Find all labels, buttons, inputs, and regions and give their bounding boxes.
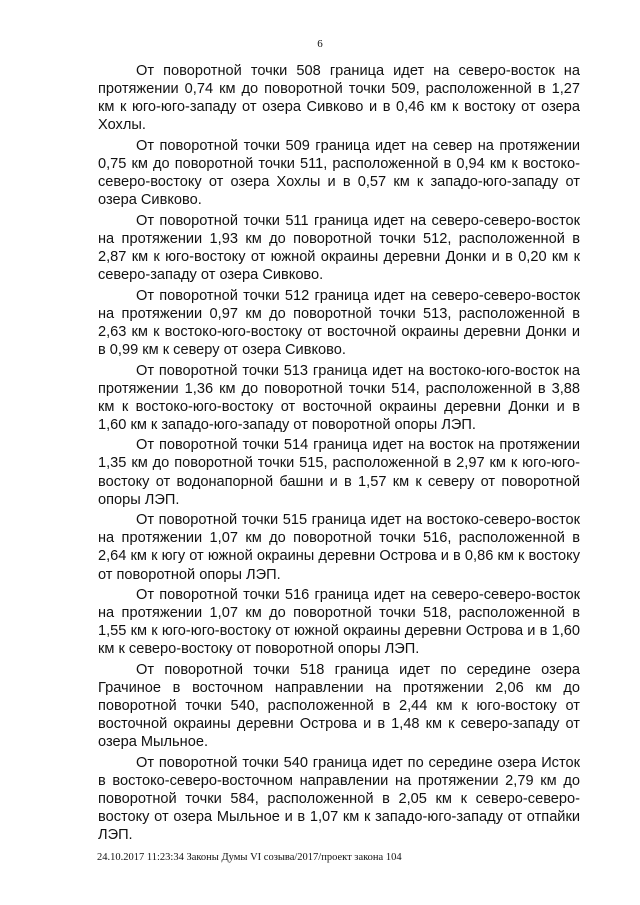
paragraph-point-518: От поворотной точки 518 граница идет по середине озера Грачиное в восточном направлении на протяжении 2,06 км до поворотной точки 540, расположенной в 2,44 км к юго-востоку от восточной окраины деревни Острова и в 1,48 км к северо-западу от озера Мыльное. bbox=[98, 662, 580, 751]
document-body bbox=[98, 62, 580, 847]
paragraph-point-515: От поворотной точки 515 граница идет на востоко-северо-восток на протяжении 1,07 км до поворотной точки 516, расположенной в 2,64 км к югу от южной окраины деревни Острова и в 0,86 км к востоку от поворотной опоры ЛЭП. bbox=[98, 512, 580, 583]
paragraph-point-509: От поворотной точки 509 граница идет на север на протяжении 0,75 км до поворотной точки 511, расположенной в 0,94 км к востоко-северо-востоку от озера Хохлы и в 0,57 км к западо-юго-западу от озера Сивково. bbox=[98, 137, 580, 209]
paragraph-point-511: От поворотной точки 511 граница идет на северо-северо-восток на протяжении 1,93 км до поворотной точки 512, расположенной в 2,87 км к юго-востоку от южной окраины деревни Донки и в 0,20 км к северо-западу от озера Сивково. bbox=[98, 212, 580, 284]
paragraph-point-512: От поворотной точки 512 граница идет на северо-северо-восток на протяжении 0,97 км до поворотной точки 513, расположенной в 2,63 км к востоко-юго-востоку от восточной окраины деревни Донки и в 0,99 км к северу от озера Сивково. bbox=[98, 287, 580, 358]
paragraph-point-513: От поворотной точки 513 граница идет на востоко-юго-восток на протяжении 1,36 км до поворотной точки 514, расположенной в 3,88 км к востоко-юго-востоку от восточной окраины деревни Донки и в 1,60 км к западо-юго-западу от поворотной опоры ЛЭП. bbox=[98, 362, 580, 433]
document-footer: 24.10.2017 11:23:34 Законы Думы VI созыва/2017/проект закона 104 bbox=[97, 852, 402, 863]
paragraph-point-514: От поворотной точки 514 граница идет на восток на протяжении 1,35 км до поворотной точки 515, расположенной в 2,97 км к юго-юго-востоку от водонапорной башни и в 1,57 км к северу от поворотной опоры ЛЭП. bbox=[98, 437, 580, 508]
paragraph-point-540: От поворотной точки 540 граница идет по середине озера Исток в востоко-северо-восточном направлении на протяжении 2,79 км до поворотной точки 584, расположенной в 2,05 км к северо-северо-востоку от озера Мыльное и в 1,07 км к западо-юго-западу от отпайки ЛЭП. bbox=[98, 754, 580, 844]
paragraph-point-508: От поворотной точки 508 граница идет на северо-восток на протяжении 0,74 км до поворотной точки 509, расположенной в 1,27 км к юго-юго-западу от озера Сивково и в 0,46 км к востоку от озера Хохлы. bbox=[98, 63, 580, 134]
page-number: 6 bbox=[317, 38, 323, 50]
paragraph-point-516: От поворотной точки 516 граница идет на северо-северо-восток на протяжении 1,07 км до поворотной точки 518, расположенной в 1,55 км к юго-юго-востоку от южной окраины деревни Острова и в 1,60 км к северо-востоку от поворотной опоры ЛЭП. bbox=[98, 587, 580, 658]
